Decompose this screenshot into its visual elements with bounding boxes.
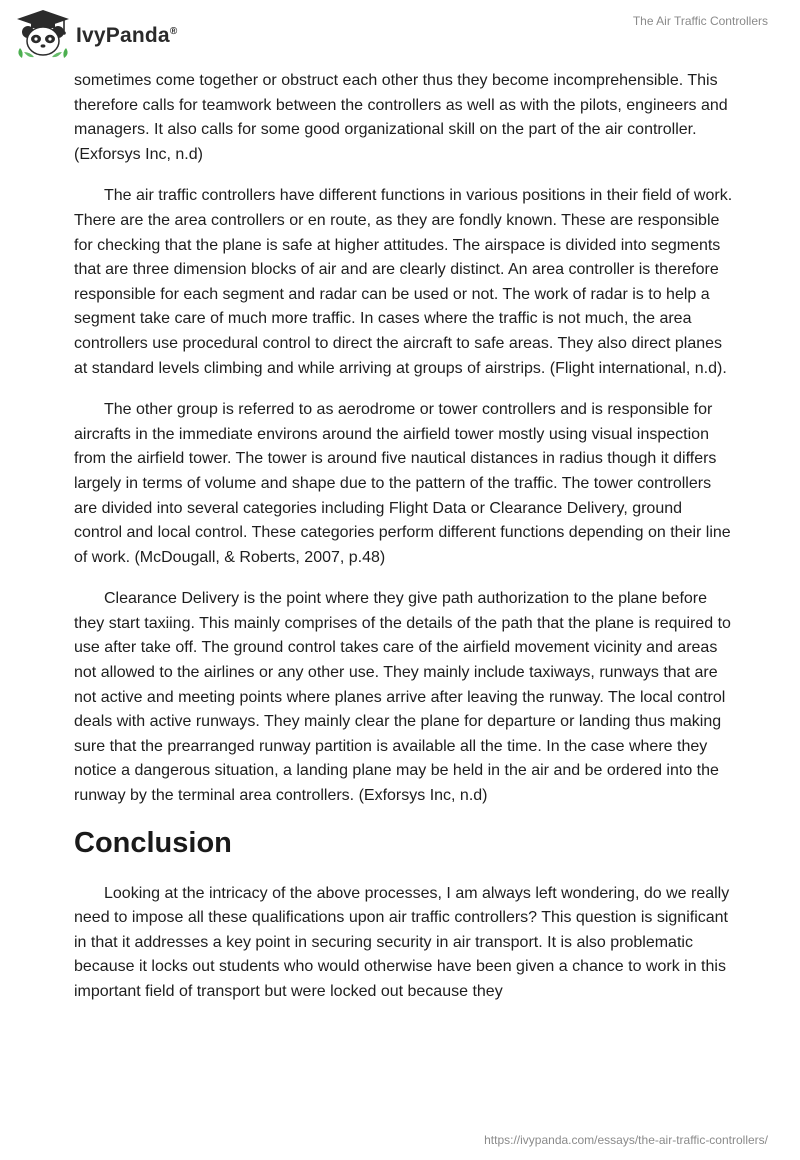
panda-graduate-icon bbox=[14, 8, 72, 60]
page-header bbox=[0, 0, 800, 72]
source-url[interactable]: https://ivypanda.com/essays/the-air-traffic-controllers/ bbox=[484, 1133, 768, 1147]
ivypanda-logo[interactable] bbox=[14, 8, 177, 60]
paragraph-clearance-delivery: Clearance Delivery is the point where they give path authorization to the plane before they start taxiing. This mainly comprises of the details of the path that the plane is required to use after take off. The ground control takes care of the airfield movement vicinity and areas not allowed to the airlines or any other use. They mainly include taxiways, runways that are not active and meeting points where planes arrive after leaving the runway. The local control deals with active runways. They mainly clear the plane for departure or landing thus making sure that the prearranged runway partition is available all the time. In the case where they notice a dangerous situation, a landing plane may be held in the air and be ordered into the runway by the terminal area controllers. (Exforsys Inc, n.d) bbox=[74, 590, 731, 805]
brand-name: IvyPanda® bbox=[76, 24, 178, 47]
paragraph-continued: sometimes come together or obstruct each other thus they become incomprehensible. This therefore calls for teamwork between the controllers as well as with the pilots, engineers and managers. It also calls for some good organizational skill on the part of the air controller. (Exforsys Inc, n.d) bbox=[74, 72, 728, 163]
paragraph-tower-controllers: The other group is referred to as aerodrome or tower controllers and is responsible for aircrafts in the immediate environs around the airfield tower mostly using visual inspection from the airfield tower. The tower is around five nautical distances in radius though it differs largely in terms of volume and shape due to the pattern of the traffic. The tower controllers are divided into several categories including Flight Data or Clearance Delivery, ground control and local control. These categories perform different functions depending on their line of work. (McDougall, & Roberts, 2007, p.48) bbox=[74, 401, 731, 566]
paragraph-area-controllers: The air traffic controllers have different functions in various positions in their field of work. There are the area controllers or en route, as they are fondly known. These are responsible for checking that the plane is safe at higher attitudes. The airspace is divided into segments that are three dimension blocks of air and are clearly distinct. An area controller is therefore responsible for each segment and radar can be used or not. The work of radar is to help a segment take care of much more traffic. In cases where the traffic is not much, the area controllers use procedural control to direct the aircraft to safe areas. They also direct planes at standard levels climbing and while arriving at groups of airstrips. (Flight international, n.d). bbox=[74, 187, 733, 377]
essay-body bbox=[74, 69, 734, 1022]
section-heading-conclusion: Conclusion bbox=[74, 826, 232, 859]
paragraph-conclusion: Looking at the intricacy of the above processes, I am always left wondering, do we really need to impose all these qualifications upon air traffic controllers? This question is significant in that it addresses a key point in securing security in air transport. It is also problematic because it locks out students who would otherwise have been given a chance to work in this important field of transport but were locked out because they bbox=[74, 884, 730, 1000]
running-title: The Air Traffic Controllers bbox=[632, 14, 768, 28]
